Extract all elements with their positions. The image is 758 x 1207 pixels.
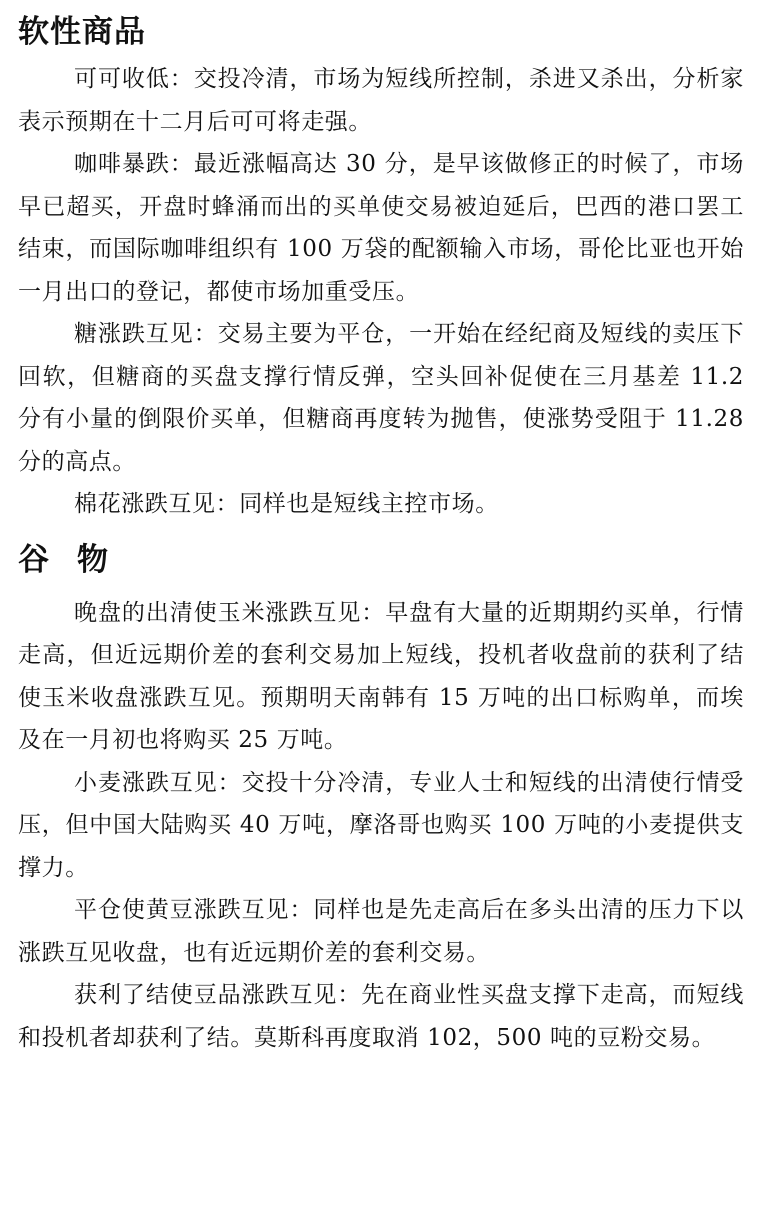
grains-section <box>18 538 744 1060</box>
section-title-grains: 谷物 <box>18 541 136 578</box>
paragraph-sugar: 糖涨跌互见：交易主要为平仓，一开始在经纪商及短线的卖压下回软，但糖商的买盘支撑行情反弹，空头回补促使在三月基差 11.2 分有小量的倒限价买单，但糖商再度转为抛售，使涨势受阻于 11.28 分的高点。 <box>18 321 744 475</box>
paragraph-coffee: 咖啡暴跌：最近涨幅高达 30 分，是早该做修正的时候了，市场早已超买，开盘时蜂涌而出的买单使交易被迫延后，巴西的港口罢工结束，而国际咖啡组织有 100 万袋的配额输入市场，哥伦比亚也开始一月出口的登记，都使市场加重受压。 <box>18 151 744 305</box>
paragraph-soybeans: 平仓使黄豆涨跌互见：同样也是先走高后在多头出清的压力下以涨跌互见收盘，也有近远期价差的套利交易。 <box>18 897 744 966</box>
paragraph-corn: 晚盘的出清使玉米涨跌互见：早盘有大量的近期期约买单，行情走高，但近远期价差的套利交易加上短线，投机者收盘前的获利了结使玉米收盘涨跌互见。预期明天南韩有 15 万吨的出口标购单，而埃及在一月初也将购买 25 万吨。 <box>18 599 744 753</box>
soft-commodities-section <box>18 10 744 526</box>
section-title-soft-commodities: 软性商品 <box>18 14 146 50</box>
document-page <box>18 10 744 1059</box>
paragraph-wheat: 小麦涨跌互见：交投十分冷清，专业人士和短线的出清使行情受压，但中国大陆购买 40 万吨，摩洛哥也购买 100 万吨的小麦提供支撑力。 <box>18 769 744 881</box>
paragraph-cotton: 棉花涨跌互见：同样也是短线主控市场。 <box>74 491 499 517</box>
paragraph-cocoa: 可可收低：交投冷清，市场为短线所控制，杀进又杀出，分析家表示预期在十二月后可可将走强。 <box>18 66 744 135</box>
paragraph-soy-products: 获利了结使豆品涨跌互见：先在商业性买盘支撑下走高，而短线和投机者却获利了结。莫斯科再度取消 102，500 吨的豆粉交易。 <box>18 982 744 1051</box>
